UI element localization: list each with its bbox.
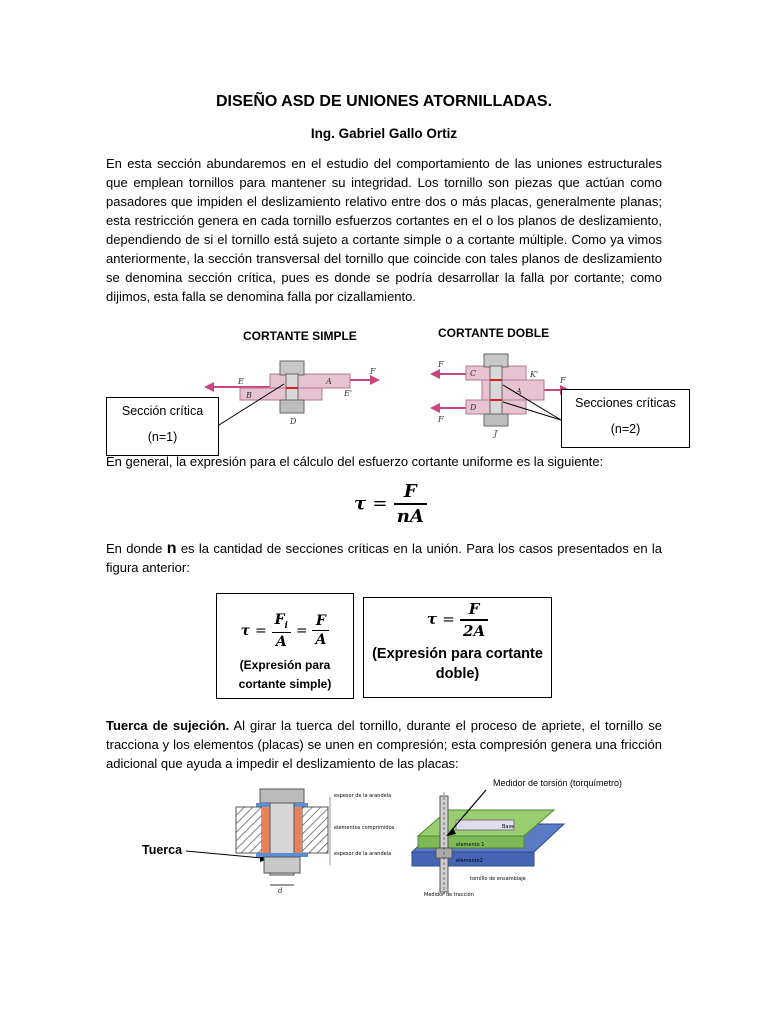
callout-doble-title: Secciones críticas xyxy=(575,396,676,410)
torque-label: Medidor de torsión (torquímetro) xyxy=(493,778,623,788)
svg-text:K': K' xyxy=(530,370,539,379)
svg-text:C: C xyxy=(470,369,477,378)
formula-simple: τ = $\frac{F_i}{A}$ = $\frac{F}{A}$ xyxy=(217,612,353,650)
tuerca-label: Tuerca xyxy=(142,843,183,857)
svg-text:E': E' xyxy=(344,389,353,398)
label-cortante-simple: CORTANTE SIMPLE xyxy=(243,329,357,343)
svg-text:espesor de la arandela: espesor de la arandela xyxy=(334,851,392,857)
where-paragraph: En donde n es la cantidad de secciones críticas en la unión. Para los casos presentados en la figura anterior: xyxy=(106,540,663,575)
svg-text:tornillo de ensamblaje: tornillo de ensamblaje xyxy=(470,876,526,882)
callout-doble-n: (n=2) xyxy=(610,422,641,436)
document-title: DISEÑO ASD DE UNIONES ATORNILLADAS. xyxy=(215,93,553,110)
svg-text:F: F xyxy=(370,367,376,376)
bolt-section-figure xyxy=(232,785,395,895)
document-author: Ing. Gabriel Gallo Ortiz xyxy=(310,126,458,141)
svg-text:d: d xyxy=(278,887,283,895)
formula-doble-caption: (Expresión para cortante doble) xyxy=(372,646,543,682)
svg-text:B: B xyxy=(246,391,252,400)
label-cortante-doble: CORTANTE DOBLE xyxy=(438,326,550,340)
nut-section xyxy=(264,857,300,873)
svg-text:Base: Base xyxy=(502,824,515,830)
torque-figure xyxy=(404,788,574,898)
svg-text:A: A xyxy=(516,387,522,396)
svg-text:elemento2: elemento2 xyxy=(456,858,483,864)
formula-doble-box xyxy=(363,597,552,698)
formula-general: τ = $\frac{F}{nA}$ xyxy=(354,481,427,527)
svg-text:Medidor de tracción: Medidor de tracción xyxy=(424,892,474,898)
tuerca-heading: Tuerca de sujeción. xyxy=(106,718,230,733)
svg-text:A: A xyxy=(326,377,332,386)
svg-text:F: F xyxy=(438,415,444,424)
svg-text:elementos comprimidos: elementos comprimidos xyxy=(334,825,395,831)
svg-text:E: E xyxy=(238,377,244,386)
callout-simple-n: (n=1) xyxy=(147,430,178,444)
svg-text:J: J xyxy=(494,429,498,438)
tuerca-paragraph: Tuerca de sujeción. Al girar la tuerca del tornillo, durante el proceso de apriete, el tornillo se tracciona y los elementos (placas) se unen en compresión; esta compresión genera una fricción adicional que ayuda a impedir el deslizamiento de las placas: xyxy=(106,718,662,771)
callout-simple-title: Sección crítica xyxy=(121,404,204,418)
svg-text:D: D xyxy=(470,403,477,412)
bolt-head-section xyxy=(260,789,304,803)
svg-text:F: F xyxy=(438,360,444,369)
formula-simple-box xyxy=(216,593,354,699)
svg-text:espesor de la arandela: espesor de la arandela xyxy=(334,793,392,799)
svg-text:elemento 1: elemento 1 xyxy=(456,842,485,848)
intro-paragraph: En esta sección abundaremos en el estudio del comportamiento de las uniones estructurales que emplean tornillos para mantener su integridad. Los tornillo son piezas que actúan como pasadores que impiden el deslizamiento relativo entre dos o más placas, generalmente planas; esta restricción genera en cada tornillo esfuerzos cortantes en el o los planos de deslizamiento, dependiendo de si el tornillo está sujeto a cortante simple o a cortante múltiple. Como ya vimos anteriormente, la sección transversal del tornillo que coincide con tales planos de deslizamiento se denomina sección crítica, pues es donde se podría desarrollar la falla por cortante; como dijimos, esta falla se denomina falla por cizallamiento. xyxy=(106,156,662,304)
svg-text:D: D xyxy=(290,417,297,426)
formula-simple-caption: (Expresión para cortante simple) xyxy=(238,657,332,691)
general-formula-text: En general, la expresión para el cálculo del esfuerzo cortante uniforme es la siguiente: xyxy=(106,454,604,469)
svg-text:F: F xyxy=(560,376,566,385)
callout-secciones-criticas xyxy=(561,389,690,448)
callout-seccion-critica xyxy=(106,397,219,456)
formula-doble: τ = $\frac{F}{2A}$ xyxy=(364,600,551,640)
